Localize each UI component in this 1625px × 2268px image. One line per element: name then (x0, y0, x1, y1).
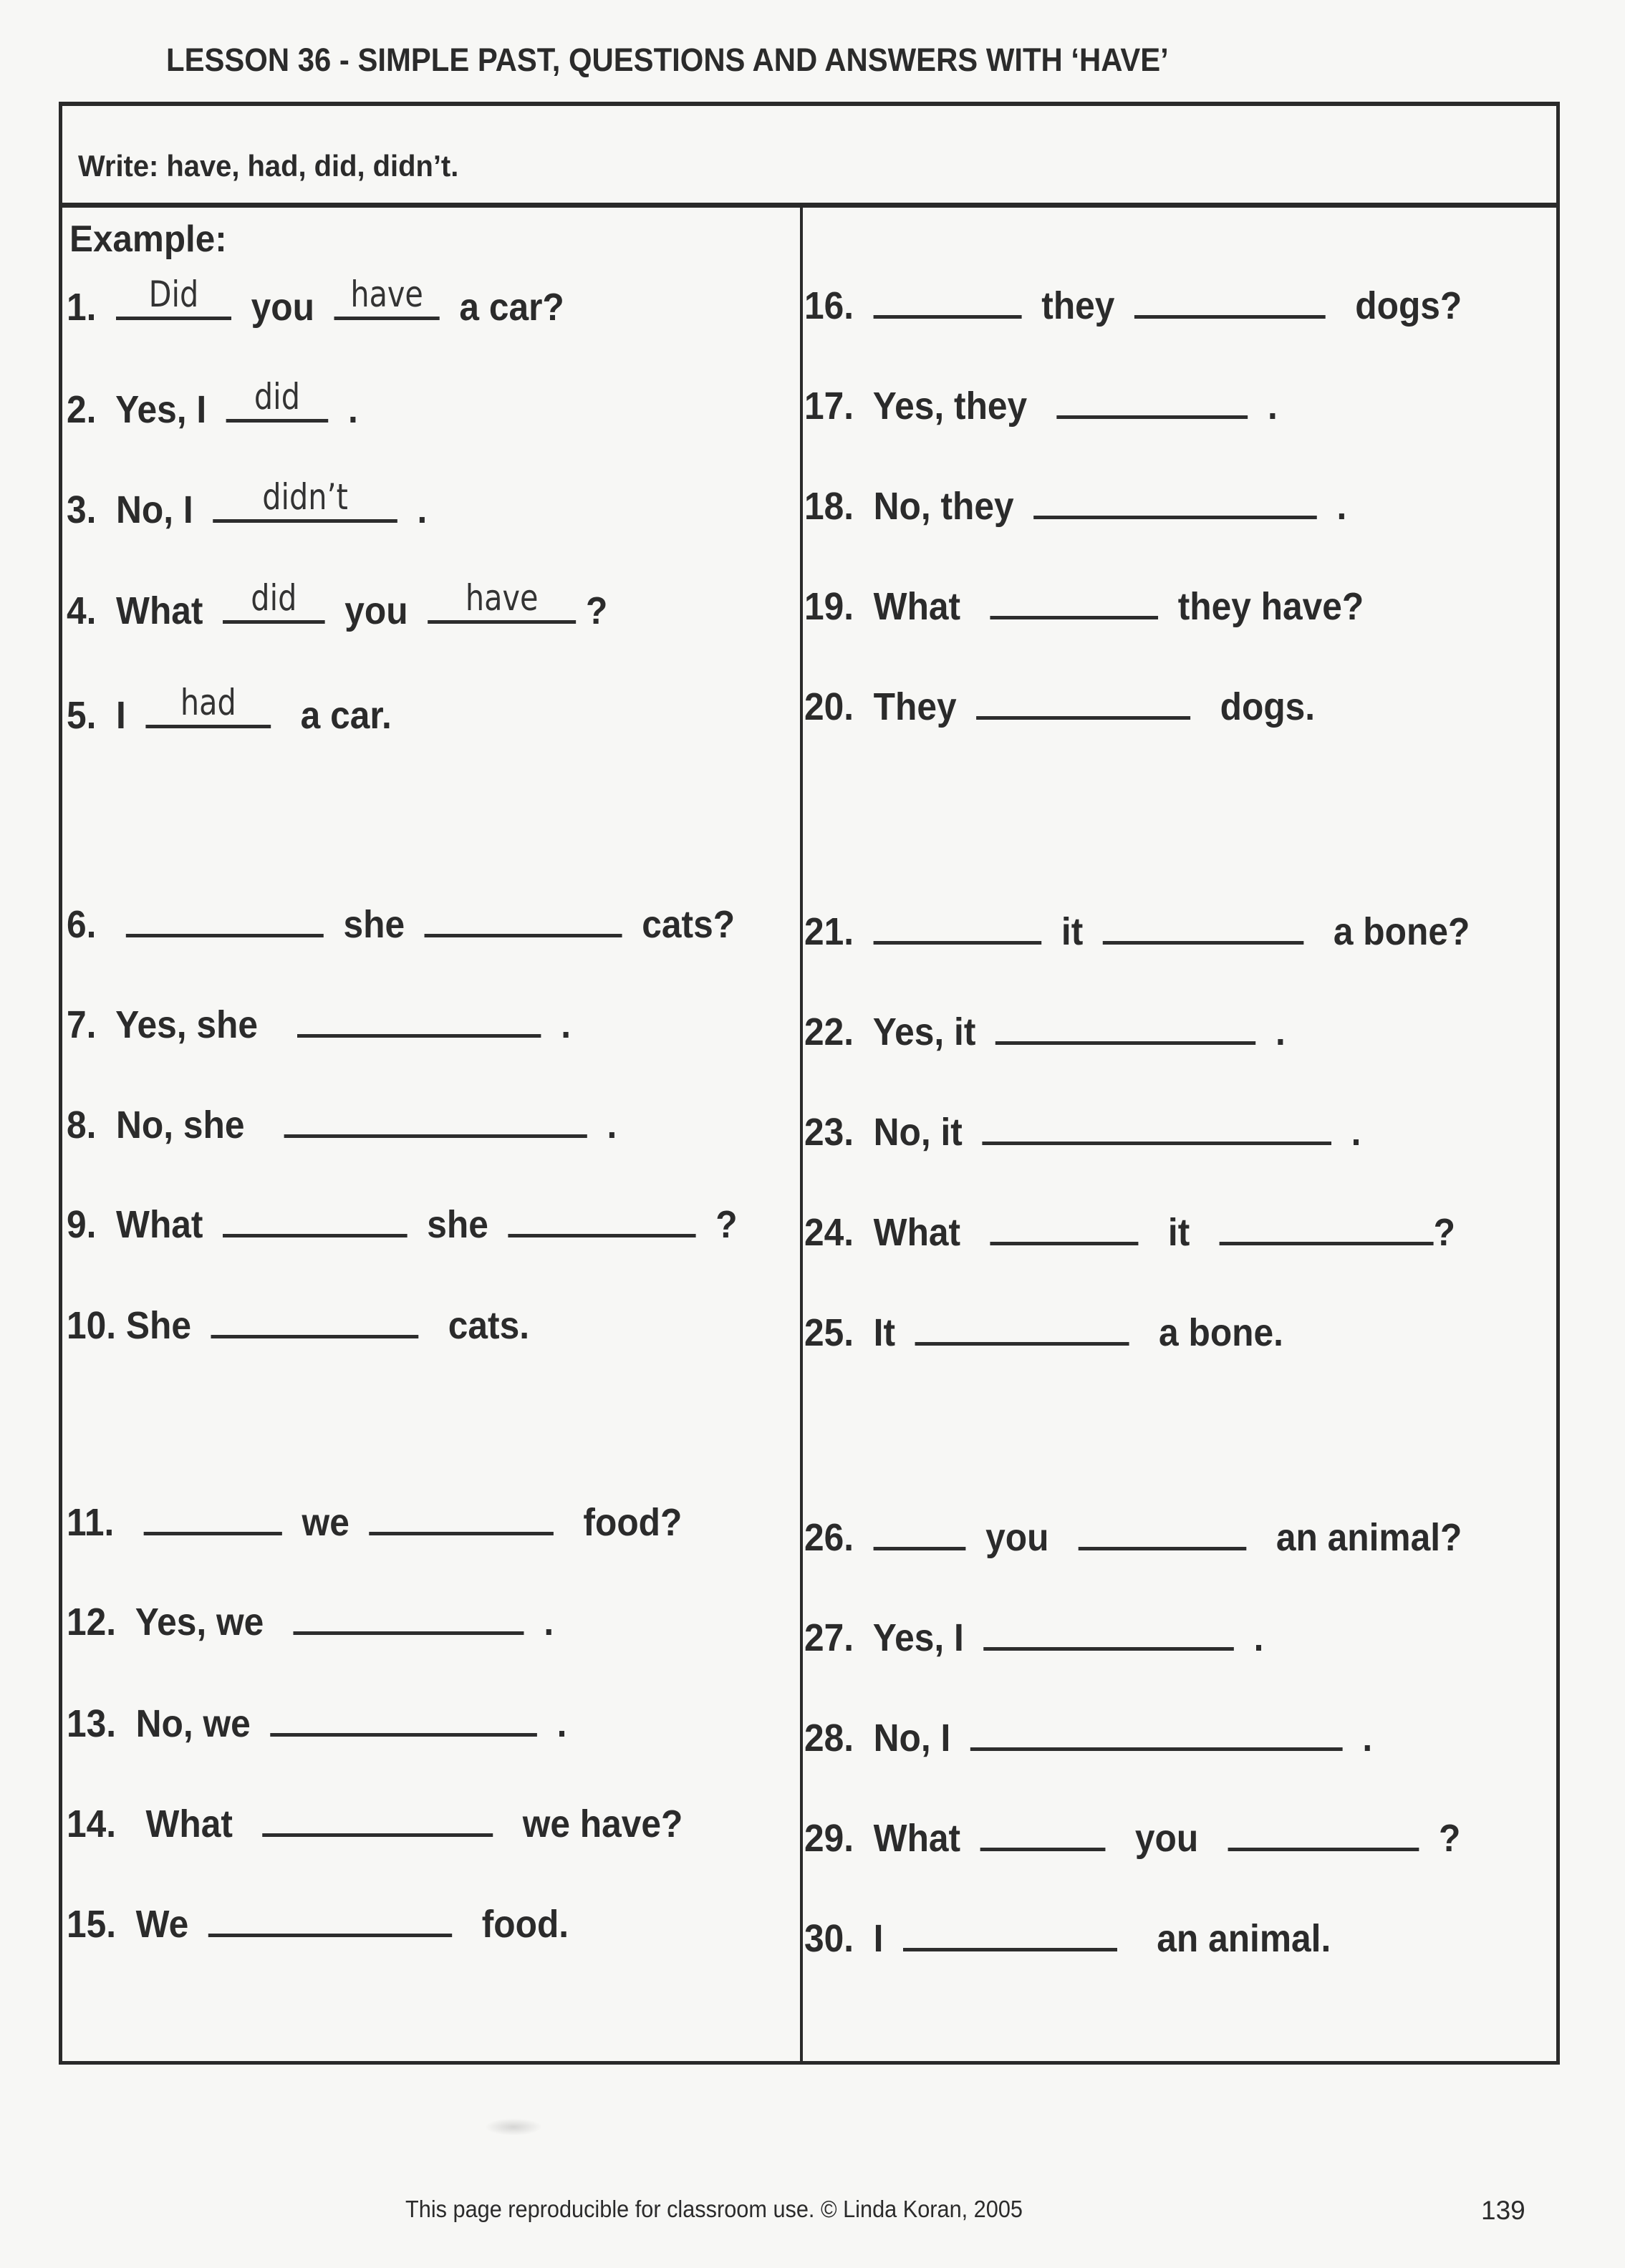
answer-blank[interactable] (874, 276, 1022, 319)
item-text: dogs. (1190, 685, 1316, 728)
item-number: 10. (67, 1304, 117, 1347)
item-text: . (1342, 1717, 1373, 1760)
item-text: No, it (854, 1111, 983, 1154)
item-number: 4. (67, 589, 97, 632)
exercise-item (804, 477, 1346, 529)
exercise-item (804, 1303, 1283, 1355)
exercise-item (67, 577, 608, 633)
item-text: . (1234, 1616, 1264, 1659)
item-text: you (965, 1516, 1079, 1559)
answer-blank-filled[interactable] (334, 274, 440, 320)
item-text (854, 909, 874, 954)
item-text: I (854, 1917, 904, 1960)
item-text: an animal? (1246, 1516, 1462, 1559)
exercise-item (804, 377, 1278, 428)
item-text: ? (1433, 1211, 1456, 1254)
item-text: . (524, 1601, 554, 1644)
handwritten-answer: Did (148, 274, 199, 315)
item-number: 28. (804, 1717, 854, 1760)
worksheet-box (59, 102, 1560, 2065)
exercise-item (67, 1593, 554, 1644)
item-number: 6. (67, 903, 97, 946)
answer-blank[interactable] (1079, 1508, 1247, 1550)
exercise-item (804, 677, 1315, 729)
item-text: she (323, 903, 425, 946)
item-number: 29. (804, 1817, 854, 1860)
answer-blank[interactable] (294, 1593, 524, 1635)
item-text: Yes, we (116, 1601, 294, 1644)
exercise-item (67, 895, 735, 947)
answer-blank[interactable] (144, 1493, 282, 1535)
answer-blank-filled[interactable] (213, 476, 397, 523)
answer-blank-filled[interactable] (223, 577, 325, 624)
item-number: 16. (804, 284, 854, 327)
item-text: they (1021, 284, 1135, 327)
item-text: Yes, I (854, 1616, 984, 1659)
instruction-text: Write: have, had, did, didn’t. (78, 149, 459, 183)
item-number: 20. (804, 685, 854, 728)
item-text: cats. (418, 1304, 530, 1347)
answer-blank[interactable] (990, 1203, 1138, 1245)
answer-blank[interactable] (1057, 377, 1248, 419)
answer-blank[interactable] (980, 1809, 1106, 1851)
exercise-item (67, 376, 358, 432)
item-number: 26. (804, 1516, 854, 1559)
answer-blank[interactable] (995, 1003, 1255, 1045)
answer-blank[interactable] (983, 1608, 1234, 1651)
item-text: They (854, 685, 977, 728)
column-divider (800, 208, 803, 2061)
item-text: it (1138, 1211, 1220, 1254)
item-text: No, we (116, 1702, 271, 1745)
item-number: 27. (804, 1616, 854, 1659)
handwritten-answer: didn’t (262, 476, 348, 518)
item-text: Yes, it (854, 1010, 996, 1053)
exercise-item (804, 1809, 1460, 1861)
handwritten-answer: have (465, 577, 539, 619)
exercise-item (804, 1608, 1263, 1660)
handwritten-answer: did (251, 577, 297, 619)
item-number: 3. (67, 488, 97, 531)
item-text: dogs? (1325, 284, 1462, 327)
item-text: What (116, 1803, 263, 1845)
exercise-item (804, 1709, 1372, 1760)
item-text: it (1041, 910, 1103, 953)
page-number: 139 (1481, 2196, 1525, 2225)
lesson-title: LESSON 36 - SIMPLE PAST, QUESTIONS AND ANSWERS WITH ‘HAVE’ (166, 42, 1169, 78)
answer-blank[interactable] (208, 1895, 452, 1937)
exercise-item (67, 682, 392, 738)
item-text: we have? (493, 1803, 683, 1845)
item-number: 11. (67, 1501, 115, 1544)
item-number: 19. (804, 585, 854, 628)
item-text: Yes, she (96, 1003, 298, 1046)
item-text: No, I (96, 488, 213, 531)
exercise-item (67, 1895, 569, 1946)
answer-blank[interactable] (915, 1303, 1129, 1346)
exercise-item (67, 1795, 683, 1846)
exercise-item (67, 274, 564, 329)
handwritten-answer: had (180, 682, 236, 723)
item-text: Yes, they (854, 385, 1057, 428)
answer-blank[interactable] (223, 1195, 408, 1237)
item-text: they have? (1158, 585, 1364, 628)
answer-blank[interactable] (270, 1694, 537, 1737)
item-number: 7. (67, 1003, 97, 1046)
exercise-item (804, 1003, 1286, 1054)
item-number: 13. (67, 1702, 117, 1745)
item-text: food? (554, 1501, 683, 1544)
item-number: 25. (804, 1311, 854, 1354)
item-text: Yes, I (96, 388, 226, 431)
item-text: No, they (854, 485, 1034, 528)
item-text: . (536, 1702, 567, 1745)
answer-blank[interactable] (508, 1195, 695, 1237)
item-number: 18. (804, 485, 854, 528)
item-text: you (1105, 1817, 1228, 1860)
item-text: . (1255, 1010, 1286, 1053)
answer-blank[interactable] (1220, 1203, 1434, 1245)
answer-blank[interactable] (126, 895, 324, 937)
item-number: 23. (804, 1111, 854, 1154)
item-text: What (854, 1211, 990, 1254)
item-text: . (587, 1104, 617, 1147)
scan-smudge (485, 2118, 542, 2136)
item-text: What (96, 589, 223, 632)
answer-blank[interactable] (262, 1795, 493, 1837)
item-text: you (324, 589, 428, 632)
exercise-item (67, 1296, 529, 1348)
exercise-item (804, 577, 1364, 629)
item-text: No, I (854, 1717, 970, 1760)
exercise-item (67, 995, 571, 1047)
item-text: What (96, 1203, 223, 1246)
item-number: 17. (804, 385, 854, 428)
item-text: . (1331, 1111, 1361, 1154)
answer-blank[interactable] (1033, 477, 1317, 519)
answer-blank[interactable] (970, 1709, 1343, 1751)
item-text: you (231, 286, 334, 329)
answer-blank[interactable] (1134, 276, 1326, 319)
answer-blank[interactable] (1103, 902, 1304, 945)
instruction-row (62, 106, 1556, 208)
item-text: an animal. (1117, 1917, 1331, 1960)
answer-blank[interactable] (297, 995, 541, 1038)
item-text (854, 1515, 874, 1560)
example-label: Example: (69, 218, 227, 260)
item-text: ? (576, 589, 608, 632)
exercise-item (804, 1103, 1361, 1154)
item-text: we (281, 1501, 370, 1544)
exercise-item (67, 1694, 566, 1746)
answer-blank-filled[interactable] (116, 274, 231, 320)
item-text: . (541, 1003, 572, 1046)
answer-blank[interactable] (284, 1096, 587, 1138)
item-text: I (96, 694, 146, 737)
answer-blank[interactable] (369, 1493, 554, 1535)
footer-copyright: This page reproducible for classroom use. © Linda Koran, 2005 (405, 2196, 1023, 2222)
exercise-item (804, 902, 1470, 954)
item-number: 15. (67, 1903, 117, 1946)
item-number: 14. (67, 1803, 117, 1845)
item-text (854, 284, 874, 328)
exercise-item (804, 1508, 1462, 1560)
answer-blank-filled[interactable] (145, 682, 271, 728)
item-text (114, 1500, 143, 1545)
item-text: . (1248, 385, 1278, 428)
exercise-item (67, 1493, 682, 1545)
answer-blank[interactable] (874, 1508, 966, 1550)
exercise-item (67, 1096, 617, 1147)
answer-blank[interactable] (982, 1103, 1331, 1145)
item-text: . (397, 488, 428, 531)
item-text: ? (695, 1203, 738, 1246)
item-text (96, 285, 116, 329)
item-text: She (116, 1304, 211, 1347)
answer-blank[interactable] (425, 895, 622, 937)
item-text: . (328, 388, 358, 431)
exercise-item (804, 1909, 1331, 1961)
exercise-item (67, 476, 428, 532)
item-number: 9. (67, 1203, 97, 1246)
item-text: she (407, 1203, 508, 1246)
item-text: a bone? (1303, 910, 1470, 953)
item-number: 22. (804, 1010, 854, 1053)
item-number: 12. (67, 1601, 117, 1644)
item-text: What (854, 585, 990, 628)
item-text: a bone. (1129, 1311, 1283, 1354)
item-text: What (854, 1817, 980, 1860)
item-number: 8. (67, 1104, 97, 1147)
item-text: food. (452, 1903, 569, 1946)
item-text: a car? (439, 286, 564, 329)
exercise-item (804, 276, 1462, 328)
answer-blank[interactable] (976, 677, 1190, 720)
item-number: 2. (67, 388, 97, 431)
answer-blank[interactable] (990, 577, 1158, 619)
item-text: . (1316, 485, 1347, 528)
item-number: 1. (67, 286, 97, 329)
item-text: We (116, 1903, 208, 1946)
answer-blank[interactable] (903, 1909, 1117, 1951)
handwritten-answer: have (350, 274, 423, 315)
item-number: 5. (67, 694, 97, 737)
handwritten-answer: did (254, 376, 301, 418)
item-text: It (854, 1311, 915, 1354)
item-number: 21. (804, 910, 854, 953)
exercise-item (804, 1203, 1455, 1255)
item-text: a car. (271, 694, 392, 737)
item-text: No, she (96, 1104, 284, 1147)
answer-blank[interactable] (1228, 1809, 1419, 1851)
answer-blank-filled[interactable] (428, 577, 576, 624)
answer-blank-filled[interactable] (226, 376, 329, 423)
exercise-item (67, 1195, 738, 1247)
item-text: cats? (622, 903, 736, 946)
answer-blank[interactable] (211, 1296, 419, 1338)
item-number: 24. (804, 1211, 854, 1254)
item-number: 30. (804, 1917, 854, 1960)
answer-blank[interactable] (874, 902, 1042, 945)
item-text (96, 902, 125, 947)
item-text: ? (1419, 1817, 1461, 1860)
